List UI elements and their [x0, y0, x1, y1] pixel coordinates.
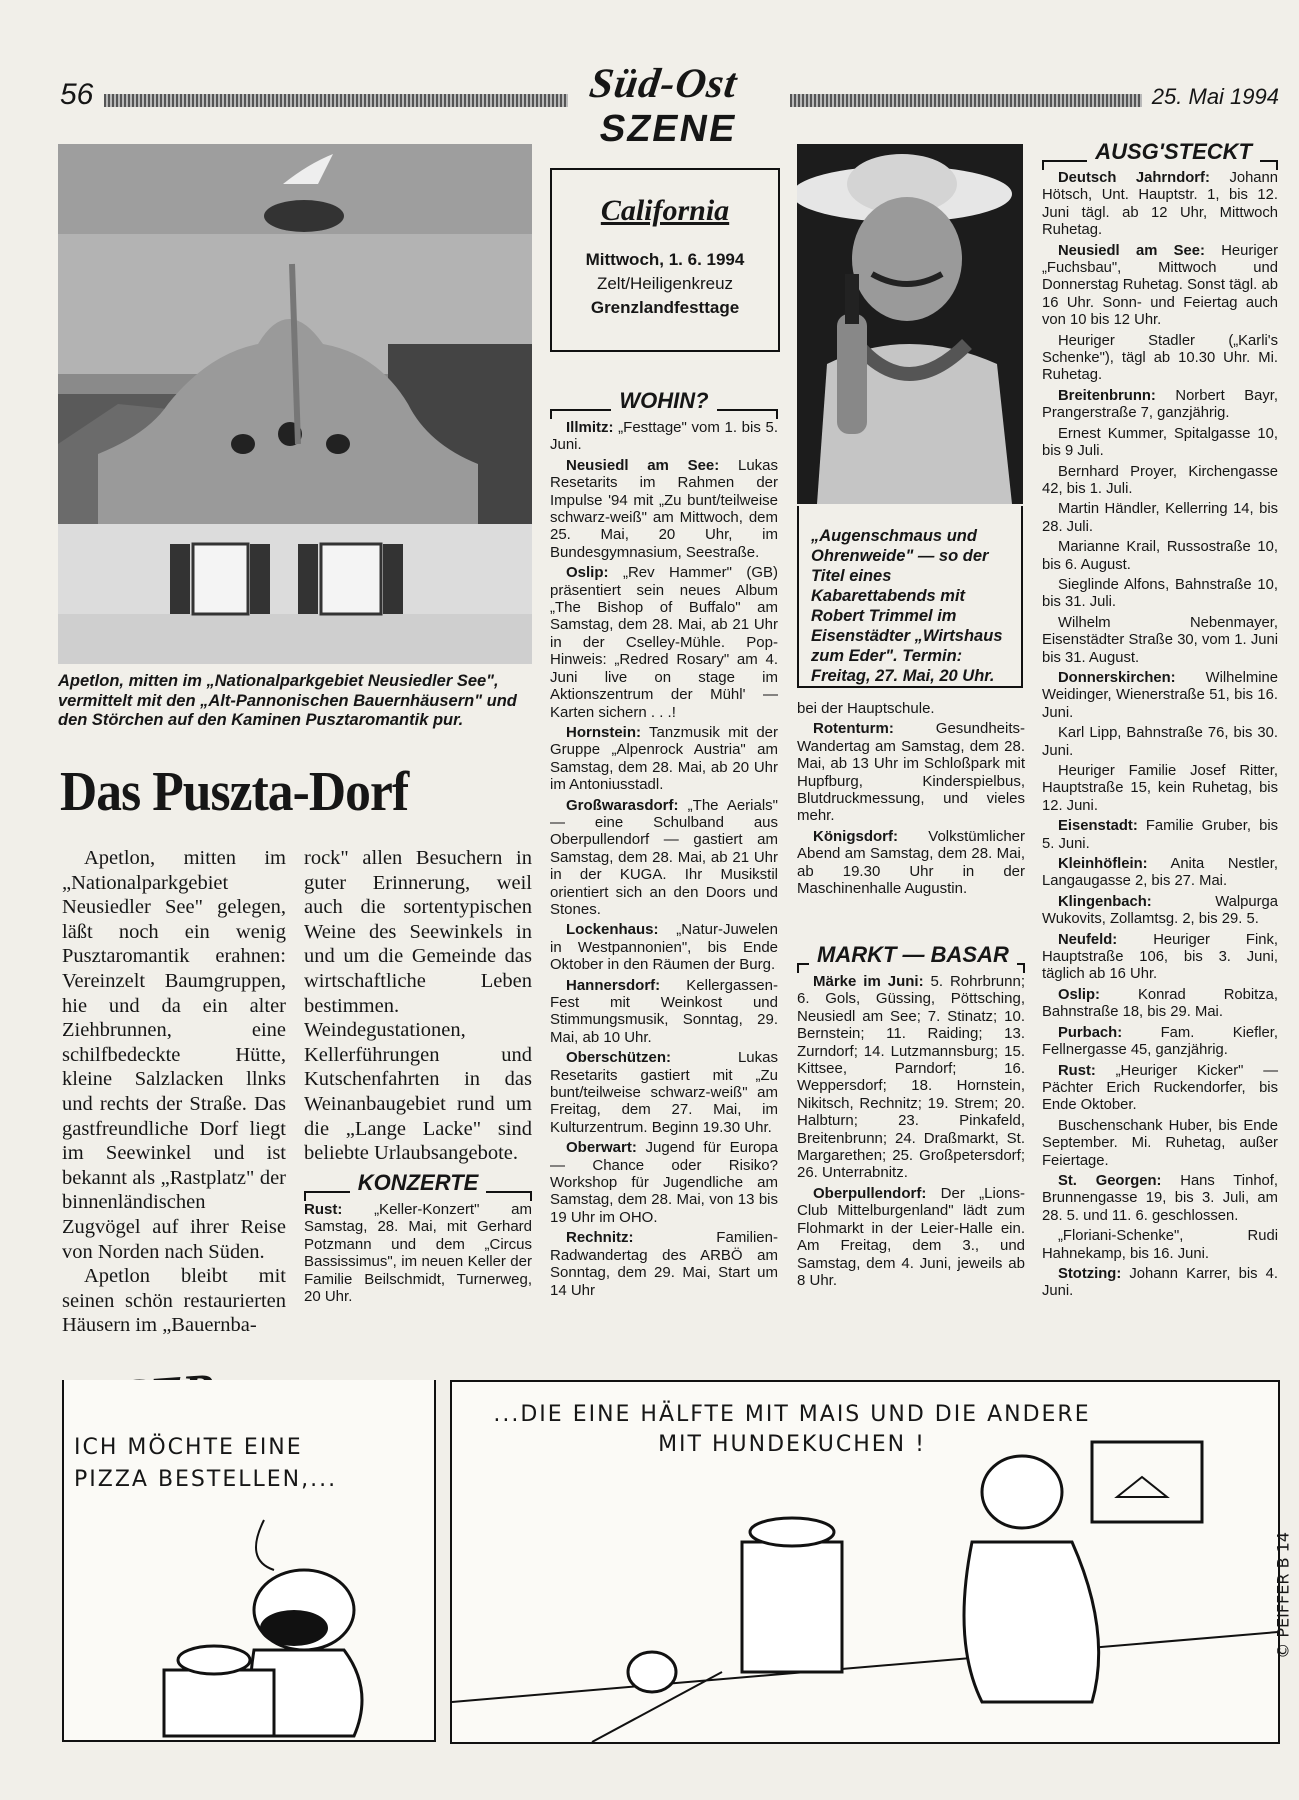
list-item: Märke im Juni: 5. Rohrbrunn; 6. Gols, Güssing, Pöttsching, Neusiedl am See; 7. Stinatz; 10. Bernstein; 11. Raiding; 13. Zurndorf; 14. Lutzmannsburg; 15. Kittsee, Parndorf; 16. Weppersdorf; 18. Hornstein, Nikitsch, Rechnitz; 19. Strem; 20. Halbturn; 23. Pinkafeld, Breitenbrunn; 24. Draßmarkt, St. Margarethen; 25. Großpetersdorf; 26. Unterrabnitz.: [797, 973, 1026, 1182]
panel2-speech: ...DIE EINE HÄLFTE MIT MAIS UND DIE ANDERE MIT HUNDEKUCHEN !: [493, 1402, 1091, 1457]
article-paragraph: rock" allen Besuchern in guter Erinnerung, weil auch die sortentypischen Weine des Seewinkels in und um die Gemeinde das wirtschaftliche Leben bestimmen. Weindegustationen, Kellerführungen und Kutschenfahrten in das Weinanbaugebiet rund um die „Lange Lacke" sind beliebte Urlaubsangebote.: [304, 847, 532, 1165]
photo2-caption-box: [797, 506, 1023, 688]
list-item: Sieglinde Alfons, Bahnstraße 10, bis 31. Juli.: [1042, 576, 1278, 611]
comic-panel-1: [62, 1380, 436, 1742]
section-wohin: [550, 383, 778, 1302]
list-item: Oberpullendorf: Der „Lions-Club Mittelburgenland" lädt zum Flohmarkt in der Leier-Halle ein. Am Freitag, dem 3., und Samstag, dem 4. Juni, jeweils ab 8 Uhr.: [797, 1184, 1025, 1289]
header-rule-right: [790, 94, 1142, 107]
list-item: Donnerskirchen: Wilhelmine Weidinger, Wienerstraße 51, bis 16. Juni.: [1042, 669, 1278, 721]
article-column-2: [304, 846, 532, 1166]
list-item: Königsdorf: Volkstümlicher Abend am Samstag, dem 28. Mai, ab 19.30 Uhr in der Maschinenhalle Augustin.: [797, 827, 1025, 898]
list-item: Rechnitz: Familien-Radwandertag des ARBÖ am Sonntag, dem 29. Mai, Start um 14 Uhr: [550, 1229, 778, 1299]
section-header: [304, 1165, 532, 1201]
tiger-illustration: [144, 1510, 404, 1738]
list-item: Lockenhaus: „Natur-Juwelen in Westpannonien", bis Ende Oktober in den Räumen der Burg.: [550, 921, 778, 974]
list-item: Illmitz: „Festtage" vom 1. bis 5. Juni.: [550, 419, 778, 454]
magazine-logo-bottom: SZENE: [596, 108, 741, 150]
konzerte-list: [304, 1201, 532, 1305]
list-item: [304, 1201, 532, 1305]
article-column-1: [62, 846, 286, 1338]
list-item: Rotenturm: Gesundheits-Wandertag am Samstag, dem 28. Mai, ab 13 Uhr im Schloßpark mit Hupfburg, Kinderspielbus, Blutdruckmessung, und vieles mehr.: [797, 720, 1025, 825]
wohin-list: [550, 419, 778, 1299]
section-ausgsteckt: [1042, 134, 1278, 1304]
list-item: Bernhard Proyer, Kirchengasse 42, bis 1. Juli.: [1042, 463, 1278, 497]
section-header: [797, 937, 1025, 973]
list-item: Purbach: Fam. Kiefler, Fellnergasse 45, ganzjährig.: [1042, 1024, 1278, 1059]
list-item: Rust: „Heuriger Kicker" — Pächter Erich Ruckendorfer, bis Ende Oktober.: [1042, 1062, 1278, 1114]
list-item: Ernest Kummer, Spitalgasse 10, bis 9 Juli.: [1042, 425, 1278, 460]
california-logo: California: [600, 194, 730, 227]
list-item: Klingenbach: Walpurga Wukovits, Zollamtsg. 2, bis 29. 5.: [1042, 893, 1278, 928]
markt-list: [797, 973, 1025, 1289]
photo-caption: Apetlon, mitten im „Nationalparkgebiet Neusiedler See", vermittelt mit den „Alt-Pannonischen Bauernhäusern" und den Störchen auf den Kaminen Pusztaromantik pur.: [58, 672, 517, 729]
living-room-illustration: [452, 1382, 1278, 1742]
list-item: Heuriger Familie Josef Ritter, Hauptstraße 15, kein Ruhetag, bis 12. Juni.: [1042, 763, 1278, 814]
list-item: Neusiedl am See: Heuriger „Fuchsbau", Mittwoch und Donnerstag Ruhetag. Sonst tägl. ab 16 Uhr. Sonn- und Feiertag auch von 10 bis 12 Uhr.: [1042, 242, 1278, 329]
list-item: Deutsch Jahrndorf: Johann Hötsch, Unt. Hauptstr. 1, bis 12. Juni tägl. ab 12 Uhr, Mittwoch Ruhetag.: [1042, 170, 1278, 239]
entry-place: Rust:: [304, 1201, 343, 1218]
photo2-caption: „Augenschmaus und Ohrenweide" — so der Titel eines Kabarettabends mit Robert Trimmel im Eisenstädter „Wirtshaus zum Eder". Termin: Freitag, 27. Mai, 20 Uhr.: [811, 527, 1003, 685]
list-item: St. Georgen: Hans Tinhof, Brunnengasse 19, bis 3. Juli, am 28. 5. und 11. 6. geschlossen.: [1042, 1172, 1278, 1224]
header-rule-left: [104, 94, 568, 107]
list-item: Oslip: Konrad Robitza, Bahnstraße 18, bis 29. Mai.: [1042, 986, 1278, 1021]
list-item: Neusiedl am See: Lukas Resetarits im Rahmen der Impulse '94 mit „Zu bunt/teilweise schwarz-weiß" am Mittwoch, dem 25. Mai, 20 Uhr, im Bundesgymnasium, Seestraße.: [550, 456, 779, 561]
list-item: Neufeld: Heuriger Fink, Hauptstraße 106, bis 3. Juni, täglich ab 16 Uhr.: [1042, 931, 1278, 983]
list-item: Großwarasdorf: „The Aerials" — eine Schulband aus Oberpullendorf — gastiert am Samstag, dem 28. Mai, ab 21 Uhr in der KUGA. Ihr Musikstil orientiert sich an den Doors und Stones.: [550, 796, 778, 918]
list-item: Marianne Krail, Russostraße 10, bis 6. August.: [1042, 539, 1278, 573]
california-ad: [550, 168, 780, 352]
section-markt-basar: [797, 937, 1025, 1292]
panel1-speech: ICH MÖCHTE EINE PIZZA BESTELLEN,...: [74, 1435, 338, 1492]
issue-date: 25. Mai 1994: [1151, 84, 1279, 109]
ad-place: Zelt/Heiligenkreuz: [596, 274, 734, 293]
list-item: Heuriger Stadler („Karli's Schenke"), tägl ab 10.30 Uhr. Mi. Ruhetag.: [1042, 332, 1278, 384]
section-title: AUSG'STECKT: [1095, 139, 1252, 164]
list-item: Kleinhöflein: Anita Nestler, Langaugasse 2, bis 27. Mai.: [1042, 856, 1278, 890]
list-item: Wilhelm Nebenmayer, Eisenstädter Straße 30, vom 1. Juni bis 31. August.: [1042, 614, 1278, 666]
list-item: Eisenstadt: Familie Gruber, bis 5. Juni.: [1042, 818, 1278, 852]
list-item: Hannersdorf: Kellergassen-Fest mit Weinkost und Stimmungsmusik, Sonntag, 29. Mai, ab 10 Uhr.: [550, 976, 778, 1046]
wohin-list-continued: [797, 700, 1025, 900]
photo-robert-trimmel: [797, 144, 1023, 504]
list-item: Oslip: „Rev Hammer" (GB) präsentiert sein neues Album „The Bishop of Buffalo" am Samstag, dem 28. Mai, ab 21 Uhr in der Cselley-Mühle. Pop-Hinweis: „Redred Rosary" am 4. Juni live on stage im Aktionszentrum der Mühl' — Karten sichern . . .!: [550, 564, 778, 721]
article-paragraph: Apetlon, mitten im „Nationalparkgebiet Neusiedler See" gelegen, läßt noch ein wenig Pusztaromantik erahnen: Vereinzelt Baumgruppen, hie und da ein alter Ziehbrunnen, eine schilfbedeckte Hütte, kleine Salzlacken llnks und rechts der Straße. Das gastfreundliche Dorf liegt im Seewinkel und ist bekannt als „Rastplatz" der binnenländischen Zugvögel auf ihrer Reise von Norden nach Süden.: [62, 847, 286, 1263]
list-item: Hornstein: Tanzmusik mit der Gruppe „Alpenrock Austria" am Samstag, dem 28. Mai, ab 20 Uhr im Antoniusstadl.: [550, 723, 778, 794]
ad-event: Grenzlandfesttage: [590, 298, 740, 317]
section-konzerte: [304, 1165, 532, 1308]
comic-signature: © PEIFFER B 14: [1274, 1532, 1293, 1659]
article-headline: Das Puszta-Dorf: [60, 761, 409, 823]
list-item: Stotzing: Johann Karrer, bis 4. Juni.: [1042, 1265, 1278, 1300]
section-title: KONZERTE: [357, 1170, 479, 1195]
photo-puszta-house: [58, 144, 532, 664]
list-item: Breitenbrunn: Norbert Bayr, Prangerstraße 7, ganzjährig.: [1042, 387, 1278, 422]
list-item: „Floriani-Schenke", Rudi Hahnekamp, bis 16. Juni.: [1042, 1228, 1278, 1262]
article-paragraph: Apetlon bleibt mit seinen schön restaurierten Häusern im „Bauernba-: [62, 1265, 286, 1337]
section-title: MARKT — BASAR: [817, 942, 1009, 967]
entry-text: „Keller-Konzert" am Samstag, 28. Mai, mit Gerhard Potzmann und dem „Circus Bassissimus", im neuen Keller der Familie Beilschmidt, Turnerweg, 20 Uhr.: [304, 1201, 532, 1306]
list-item: Oberwart: Jugend für Europa — Chance oder Risiko? Workshop für Jugendliche am Samstag, dem 28. Mai, von 13 bis 19 Uhr im OHO.: [550, 1139, 778, 1226]
section-title: WOHIN?: [619, 388, 709, 413]
list-item: bei der Hauptschule.: [797, 700, 935, 717]
comic-panel-2: [450, 1380, 1293, 1744]
list-item: Oberschützen: Lukas Resetarits gastiert mit „Zu bunt/teilweise schwarz-weiß" am Freitag, dem 27. Mai, im Kulturzentrum. Beginn 19.30 Uhr.: [550, 1049, 778, 1136]
list-item: Karl Lipp, Bahnstraße 76, bis 30. Juni.: [1042, 725, 1278, 759]
ad-date: Mittwoch, 1. 6. 1994: [585, 250, 745, 269]
ausgsteckt-list: [1042, 170, 1278, 1301]
list-item: Martin Händler, Kellerring 14, bis 28. Juli.: [1042, 501, 1278, 535]
magazine-logo-top: Süd-Ost: [586, 61, 741, 107]
section-header: [1042, 134, 1278, 170]
page-number: 56: [60, 78, 94, 111]
section-header: [550, 383, 778, 419]
list-item: Buschenschank Huber, bis Ende September. Mi. Ruhetag, außer Feiertage.: [1042, 1117, 1278, 1169]
